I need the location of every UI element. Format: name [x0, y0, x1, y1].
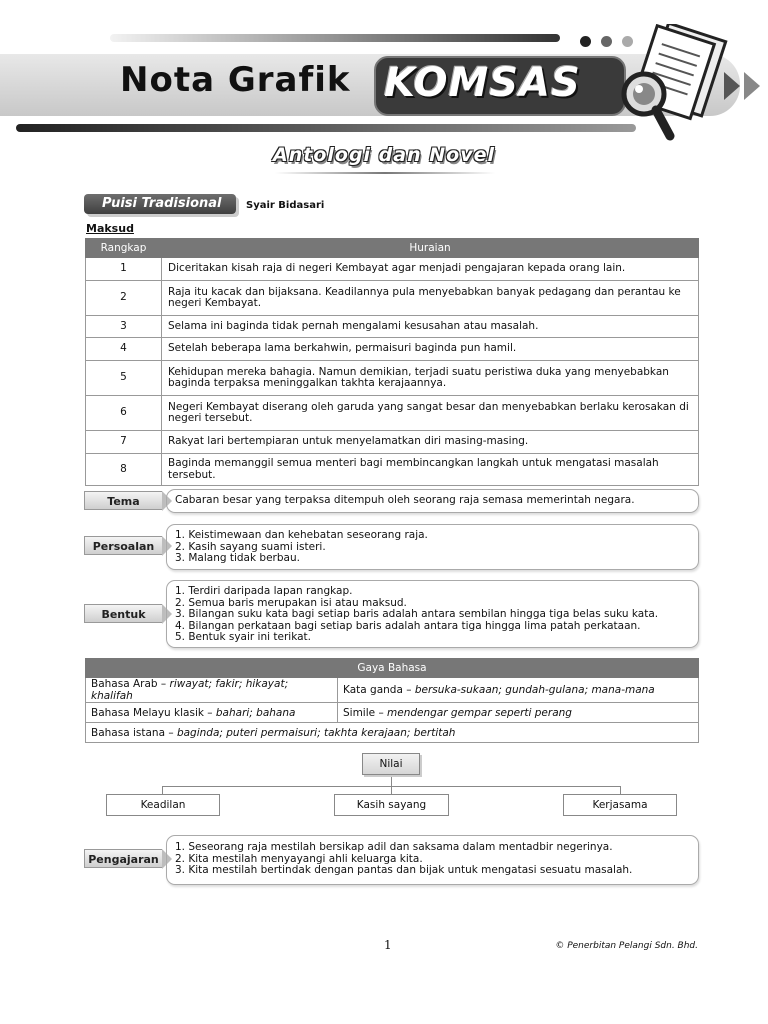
section-heading: Antologi dan Novel — [273, 144, 495, 166]
table-row — [86, 361, 699, 396]
gaya-bahasa-cell: Simile – mendengar gempar seperti perang — [338, 703, 699, 723]
huraian-cell: Baginda memanggil semua menteri bagi membincangkan langkah untuk mengatasi masalah tersebut. — [162, 454, 699, 486]
gaya-bahasa-header: Gaya Bahasa — [86, 659, 699, 678]
header-title-right: KOMSAS — [384, 60, 581, 106]
list-item: 3. Bilangan suku kata bagi setiap baris adalah antara sembilan hingga tiga belas suku kata. — [175, 608, 659, 620]
list-item: 2. Semua baris merupakan isi atau maksud. — [175, 596, 407, 609]
tree-connector — [620, 786, 621, 794]
huraian-cell: Rakyat lari bertempiaran untuk menyelamatkan diri masing-masing. — [162, 431, 699, 454]
huraian-cell: Setelah beberapa lama berkahwin, permaisuri baginda pun hamil. — [162, 338, 699, 361]
list-item: 1. Terdiri daripada lapan rangkap. — [175, 585, 353, 597]
table-header-row — [86, 239, 699, 258]
list-item: 5. Bentuk syair ini terikat. — [175, 631, 311, 643]
tema-text: Cabaran besar yang terpaksa ditempuh oleh seorang raja semasa memerintah negara. — [175, 494, 635, 506]
gaya-bahasa-cell: Bahasa Melayu klasik – bahari; bahana — [86, 703, 338, 723]
section-underline — [275, 172, 495, 174]
tree-connector — [391, 786, 392, 794]
gaya-bahasa-cell: Bahasa istana – baginda; puteri permaisuri; takhta kerajaan; bertitah — [86, 723, 699, 743]
gaya-bahasa-table — [85, 658, 699, 743]
column-header-huraian: Huraian — [162, 239, 699, 258]
persoalan-box — [166, 524, 699, 570]
header-banner — [0, 0, 768, 150]
tree-connector — [391, 776, 392, 786]
huraian-cell: Raja itu kacak dan bijaksana. Keadilannya pula menyebabkan banyak pedagang dan perantau ke negeri Kembayat. — [162, 281, 699, 316]
chevron-right-icon — [744, 72, 760, 100]
nilai-root-node: Nilai — [362, 753, 420, 775]
nilai-node-kasih-sayang: Kasih sayang — [334, 794, 449, 816]
rangkap-cell: 4 — [86, 338, 162, 361]
maksud-label: Maksud — [86, 222, 134, 235]
list-item: 1. Seseorang raja mestilah bersikap adil dan saksama dalam mentadbir negerinya. — [175, 841, 613, 853]
table-row — [86, 281, 699, 316]
header-bar-top — [110, 34, 560, 42]
huraian-cell: Negeri Kembayat diserang oleh garuda yang sangat besar dan menyebabkan berlaku kerosakan di negeri tersebut. — [162, 396, 699, 431]
table-row — [86, 703, 699, 723]
gaya-bahasa-cell: Bahasa Arab – riwayat; fakir; hikayat; khalifah — [86, 678, 338, 703]
list-item: 2. Kita mestilah menyayangi ahli keluarga kita. — [175, 852, 423, 865]
tree-connector — [162, 786, 163, 794]
huraian-cell: Diceritakan kisah raja di negeri Kembayat agar menjadi pengajaran kepada orang lain. — [162, 258, 699, 281]
table-row — [86, 316, 699, 338]
pengajaran-label: Pengajaran — [84, 849, 162, 868]
category-tag: Puisi Tradisional — [84, 194, 236, 214]
rangkap-cell: 5 — [86, 361, 162, 396]
rangkap-cell: 8 — [86, 454, 162, 486]
table-row — [86, 454, 699, 486]
tema-box — [166, 489, 699, 513]
table-row — [86, 258, 699, 281]
pengajaran-list — [175, 842, 690, 877]
category-title: Syair Bidasari — [246, 200, 325, 211]
maksud-table — [85, 238, 699, 486]
table-row — [86, 338, 699, 361]
persoalan-label: Persoalan — [84, 536, 162, 555]
bentuk-box — [166, 580, 699, 648]
page-number: 1 — [384, 938, 392, 952]
bentuk-label: Bentuk — [84, 604, 162, 623]
list-item: 1. Keistimewaan dan kehebatan seseorang raja. — [175, 529, 428, 541]
huraian-cell: Selama ini baginda tidak pernah mengalami kesusahan atau masalah. — [162, 316, 699, 338]
rangkap-cell: 6 — [86, 396, 162, 431]
table-row — [86, 723, 699, 743]
table-row — [86, 396, 699, 431]
table-row — [86, 431, 699, 454]
list-item: 2. Kasih sayang suami isteri. — [175, 540, 326, 553]
huraian-cell: Kehidupan mereka bahagia. Namun demikian, terjadi suatu peristiwa duka yang menyebabkan baginda terpaksa meninggalkan takhta kerajaannya. — [162, 361, 699, 396]
copyright-text: © Penerbitan Pelangi Sdn. Bhd. — [555, 941, 698, 951]
table-row — [86, 678, 699, 703]
pengajaran-box — [166, 835, 699, 885]
rangkap-cell: 7 — [86, 431, 162, 454]
list-item: 3. Malang tidak berbau. — [175, 552, 300, 564]
nilai-node-kerjasama: Kerjasama — [563, 794, 677, 816]
nilai-node-keadilan: Keadilan — [106, 794, 220, 816]
tema-label: Tema — [84, 491, 162, 510]
documents-magnifier-icon — [612, 24, 742, 144]
gaya-bahasa-cell: Kata ganda – bersuka-sukaan; gundah-gulana; mana-mana — [338, 678, 699, 703]
header-title-left: Nota Grafik — [120, 60, 351, 100]
list-item: 4. Bilangan perkataan bagi setiap baris adalah antara tiga hingga lima patah perkataan. — [175, 619, 641, 632]
rangkap-cell: 2 — [86, 281, 162, 316]
list-item: 3. Kita mestilah bertindak dengan pantas dan bijak untuk mengatasi sesuatu masalah. — [175, 864, 633, 876]
header-bar-bottom — [16, 124, 636, 132]
persoalan-list — [175, 530, 690, 565]
column-header-rangkap: Rangkap — [86, 239, 162, 258]
rangkap-cell: 1 — [86, 258, 162, 281]
bentuk-list — [175, 586, 690, 644]
rangkap-cell: 3 — [86, 316, 162, 338]
